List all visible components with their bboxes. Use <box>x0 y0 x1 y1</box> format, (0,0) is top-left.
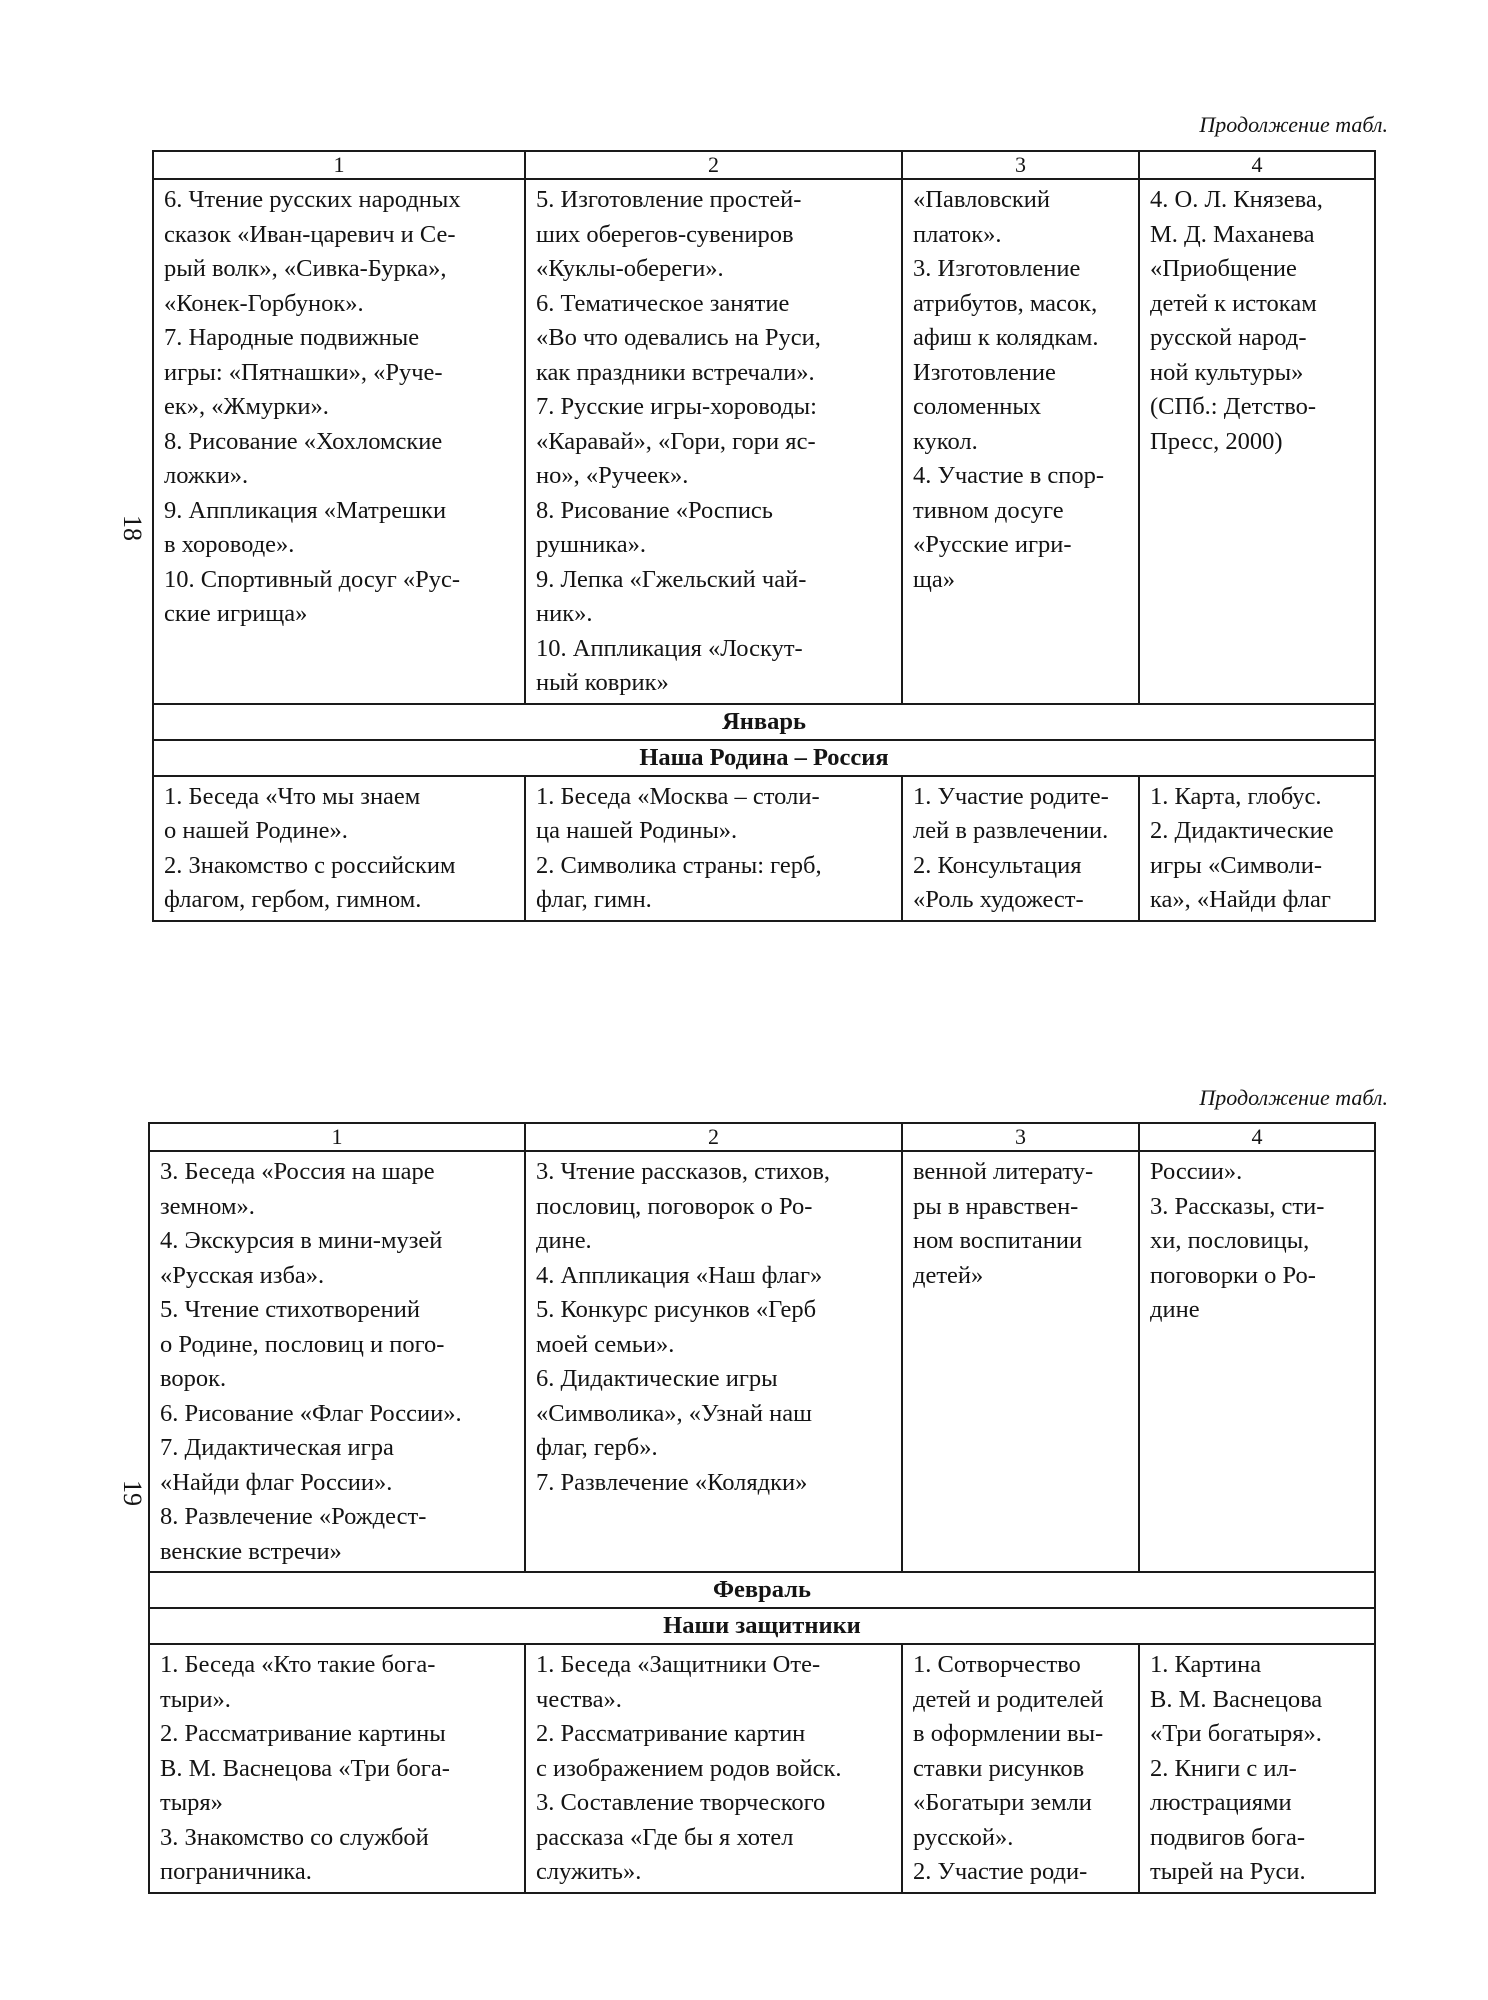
cell-text-line: подвигов бога- <box>1150 1823 1305 1851</box>
materials-cell <box>1139 179 1375 704</box>
theme-row <box>149 1608 1375 1644</box>
cell-text-line: 3. Знакомство со службой <box>160 1823 429 1851</box>
cell-text-line: 1. Беседа «Защитники Оте- <box>536 1651 821 1678</box>
table-row <box>149 1644 1375 1893</box>
cell-text-line: но», «Ручеек». <box>536 462 689 489</box>
cell-text-line: хи, пословицы, <box>1150 1227 1310 1254</box>
children-activities-cell <box>149 1151 525 1572</box>
cell-text-line: 2. Дидактические <box>1150 817 1334 844</box>
cell-text-line: в хороводе». <box>164 531 295 558</box>
cell-text-line: В. М. Васнецова <box>1150 1685 1323 1713</box>
cell-text-line: «Найди флаг России». <box>160 1468 393 1496</box>
cell-text-line: 5. Конкурс рисунков «Герб <box>536 1296 817 1323</box>
cell-text-line: соломенных <box>913 393 1042 420</box>
cell-text-line: ник». <box>536 600 593 627</box>
cell-text-line: русской народ- <box>1150 324 1307 351</box>
cell-text-line: «Богатыри земли <box>913 1789 1092 1816</box>
cell-text-line: ца нашей Родины». <box>536 817 738 844</box>
children-activities-cell <box>153 179 525 704</box>
cell-text-line: ложки». <box>164 462 249 489</box>
month-row <box>149 1572 1375 1608</box>
column-header-1: 1 <box>153 151 525 179</box>
cell-text-line: 1. Картина <box>1150 1651 1262 1678</box>
column-header-row <box>149 1123 1375 1151</box>
table-continuation-caption: Продолжение табл. <box>1199 112 1388 137</box>
class-activities-cell <box>525 1151 902 1572</box>
cell-text-line: тыря» <box>160 1789 223 1816</box>
cell-text-line: «Куклы-обереги». <box>536 255 724 282</box>
cell-text-line: пословиц, поговорок о Ро- <box>536 1192 813 1220</box>
cell-text-line: дине. <box>536 1227 592 1254</box>
materials-cell <box>1139 1644 1375 1893</box>
cell-text-line: о нашей Родине». <box>164 817 348 844</box>
column-header-2: 2 <box>525 1123 902 1151</box>
parents-activities-cell <box>902 1151 1139 1572</box>
page-number: 19 <box>118 1480 147 1506</box>
cell-text-line: 4. О. Л. Князева, <box>1150 186 1323 213</box>
column-header-3: 3 <box>902 151 1139 179</box>
cell-text-line: флагом, гербом, гимном. <box>164 886 422 913</box>
cell-text-line: 2. Знакомство с российским <box>164 851 456 879</box>
cell-text-line: «Каравай», «Гори, гори яс- <box>536 427 816 455</box>
cell-text-line: атрибутов, масок, <box>913 289 1098 317</box>
cell-text-line: ный коврик» <box>536 669 669 696</box>
cell-text-line: «Роль художест- <box>913 886 1084 913</box>
cell-text-line: 2. Символика страны: герб, <box>536 851 822 879</box>
cell-text-line: 6. Тематическое занятие <box>536 289 790 317</box>
cell-text-line: 6. Дидактические игры <box>536 1365 778 1392</box>
cell-text-line: 6. Рисование «Флаг России». <box>160 1399 462 1427</box>
cell-text-line: 3. Изготовление <box>913 255 1081 282</box>
cell-text-line: поговорки о Ро- <box>1150 1261 1316 1289</box>
column-header-4: 4 <box>1139 151 1375 179</box>
cell-text-line: люстрациями <box>1150 1789 1292 1816</box>
cell-text-line: рассказа «Где бы я хотел <box>536 1823 794 1851</box>
materials-cell <box>1139 776 1375 921</box>
cell-text-line: 6. Чтение русских народных <box>164 186 461 213</box>
children-activities-cell <box>149 1644 525 1893</box>
class-activities-cell <box>525 179 902 704</box>
cell-text-line: 8. Рисование «Роспись <box>536 496 773 524</box>
parents-activities-cell <box>902 1644 1139 1893</box>
cell-text-line: 5. Изготовление простей- <box>536 186 802 213</box>
cell-text-line: игры «Символи- <box>1150 851 1323 879</box>
month-title: Февраль <box>149 1572 1375 1608</box>
table-row <box>153 776 1375 921</box>
cell-text-line: 3. Рассказы, сти- <box>1150 1192 1325 1220</box>
column-header-1: 1 <box>149 1123 525 1151</box>
month-title: Январь <box>153 704 1375 740</box>
column-header-row <box>153 151 1375 179</box>
cell-text-line: Пресс, 2000) <box>1150 427 1283 455</box>
cell-text-line: тырей на Руси. <box>1150 1858 1306 1885</box>
cell-text-line: детей к истокам <box>1150 289 1317 317</box>
cell-text-line: 9. Лепка «Гжельский чай- <box>536 565 807 593</box>
cell-text-line: флаг, герб». <box>536 1434 658 1461</box>
cell-text-line: «Три богатыря». <box>1150 1720 1322 1747</box>
cell-text-line: ек», «Жмурки». <box>164 393 329 420</box>
cell-text-line: 1. Беседа «Кто такие бога- <box>160 1651 436 1678</box>
page-number: 18 <box>118 515 147 541</box>
class-activities-cell <box>525 1644 902 1893</box>
cell-text-line: «Русская изба». <box>160 1261 325 1289</box>
cell-text-line: дине <box>1150 1296 1200 1323</box>
cell-text-line: венной литерату- <box>913 1158 1094 1185</box>
cell-text-line: 8. Развлечение «Рождест- <box>160 1503 427 1530</box>
table-continuation-caption: Продолжение табл. <box>1199 1085 1388 1110</box>
column-header-4: 4 <box>1139 1123 1375 1151</box>
cell-text-line: 3. Составление творческого <box>536 1789 826 1816</box>
cell-text-line: 4. Участие в спор- <box>913 462 1105 489</box>
cell-text-line: 2. Консультация <box>913 851 1082 879</box>
materials-cell <box>1139 1151 1375 1572</box>
cell-text-line: 3. Беседа «Россия на шаре <box>160 1158 435 1185</box>
month-row <box>153 704 1375 740</box>
cell-text-line: земном». <box>160 1192 255 1220</box>
cell-text-line: 1. Сотворчество <box>913 1651 1081 1678</box>
cell-text-line: 1. Беседа «Что мы знаем <box>164 782 421 810</box>
cell-text-line: ры в нравствен- <box>913 1192 1079 1220</box>
cell-text-line: Изготовление <box>913 358 1056 386</box>
cell-text-line: ские игрища» <box>164 600 308 627</box>
cell-text-line: 5. Чтение стихотворений <box>160 1296 420 1323</box>
cell-text-line: рушника». <box>536 531 647 558</box>
cell-text-line: чества». <box>536 1685 622 1713</box>
cell-text-line: с изображением родов войск. <box>536 1754 842 1782</box>
cell-text-line: «Во что одевались на Руси, <box>536 324 821 351</box>
cell-text-line: служить». <box>536 1858 642 1885</box>
cell-text-line: М. Д. Маханева <box>1150 220 1315 248</box>
cell-text-line: кукол. <box>913 427 978 455</box>
cell-text-line: (СПб.: Детство- <box>1150 393 1316 420</box>
cell-text-line: венские встречи» <box>160 1537 342 1565</box>
cell-text-line: тивном досуге <box>913 496 1064 524</box>
cell-text-line: лей в развлечении. <box>913 817 1109 844</box>
cell-text-line: как праздники встречали». <box>536 358 815 386</box>
cell-text-line: тыри». <box>160 1685 231 1713</box>
cell-text-line: пограничника. <box>160 1858 312 1885</box>
cell-text-line: ших оберегов-сувениров <box>536 220 794 248</box>
cell-text-line: о Родине, пословиц и пого- <box>160 1330 445 1358</box>
cell-text-line: 7. Дидактическая игра <box>160 1434 394 1461</box>
column-header-2: 2 <box>525 151 902 179</box>
cell-text-line: 2. Рассматривание картины <box>160 1720 446 1747</box>
column-header-3: 3 <box>902 1123 1139 1151</box>
cell-text-line: 1. Беседа «Москва – столи- <box>536 782 820 810</box>
cell-text-line: России». <box>1150 1158 1243 1185</box>
cell-text-line: ка», «Найди флаг <box>1150 886 1331 913</box>
cell-text-line: ставки рисунков <box>913 1754 1085 1782</box>
cell-text-line: 10. Аппликация «Лоскут- <box>536 634 803 662</box>
cell-text-line: в оформлении вы- <box>913 1720 1104 1747</box>
cell-text-line: моей семьи». <box>536 1330 675 1358</box>
cell-text-line: 10. Спортивный досуг «Рус- <box>164 565 461 593</box>
cell-text-line: 9. Аппликация «Матрешки <box>164 496 447 524</box>
cell-text-line: 7. Развлечение «Колядки» <box>536 1468 808 1496</box>
cell-text-line: «Павловский <box>913 186 1050 213</box>
cell-text-line: ной культуры» <box>1150 358 1304 386</box>
cell-text-line: сказок «Иван-царевич и Се- <box>164 220 456 248</box>
cell-text-line: афиш к колядкам. <box>913 324 1099 351</box>
cell-text-line: игры: «Пятнашки», «Руче- <box>164 358 443 386</box>
cell-text-line: «Конек-Горбунок». <box>164 289 364 317</box>
cell-text-line: 4. Экскурсия в мини-музей <box>160 1227 443 1254</box>
cell-text-line: рый волк», «Сивка-Бурка», <box>164 255 447 282</box>
cell-text-line: «Русские игри- <box>913 531 1072 558</box>
program-table-page-18 <box>152 150 1376 922</box>
program-table-page-19 <box>148 1122 1376 1894</box>
cell-text-line: «Приобщение <box>1150 255 1297 282</box>
children-activities-cell <box>153 776 525 921</box>
cell-text-line: детей и родителей <box>913 1685 1104 1713</box>
cell-text-line: ном воспитании <box>913 1227 1083 1254</box>
theme-title: Наши защитники <box>149 1608 1375 1644</box>
cell-text-line: ща» <box>913 565 955 593</box>
cell-text-line: 3. Чтение рассказов, стихов, <box>536 1158 831 1185</box>
cell-text-line: 7. Русские игры-хороводы: <box>536 393 817 420</box>
table-row <box>153 179 1375 704</box>
class-activities-cell <box>525 776 902 921</box>
cell-text-line: 1. Карта, глобус. <box>1150 782 1322 810</box>
cell-text-line: 1. Участие родите- <box>913 782 1109 810</box>
cell-text-line: «Символика», «Узнай наш <box>536 1399 812 1427</box>
cell-text-line: В. М. Васнецова «Три бога- <box>160 1754 450 1782</box>
cell-text-line: 2. Рассматривание картин <box>536 1720 806 1747</box>
theme-title: Наша Родина – Россия <box>153 740 1375 776</box>
theme-row <box>153 740 1375 776</box>
cell-text-line: 7. Народные подвижные <box>164 324 420 351</box>
cell-text-line: детей» <box>913 1261 984 1289</box>
parents-activities-cell <box>902 179 1139 704</box>
cell-text-line: флаг, гимн. <box>536 886 652 913</box>
cell-text-line: платок». <box>913 220 1002 248</box>
table-row <box>149 1151 1375 1572</box>
parents-activities-cell <box>902 776 1139 921</box>
cell-text-line: 2. Книги с ил- <box>1150 1754 1297 1782</box>
cell-text-line: 4. Аппликация «Наш флаг» <box>536 1261 823 1289</box>
cell-text-line: русской». <box>913 1823 1014 1851</box>
cell-text-line: ворок. <box>160 1365 227 1392</box>
cell-text-line: 2. Участие роди- <box>913 1858 1088 1885</box>
cell-text-line: 8. Рисование «Хохломские <box>164 427 443 455</box>
